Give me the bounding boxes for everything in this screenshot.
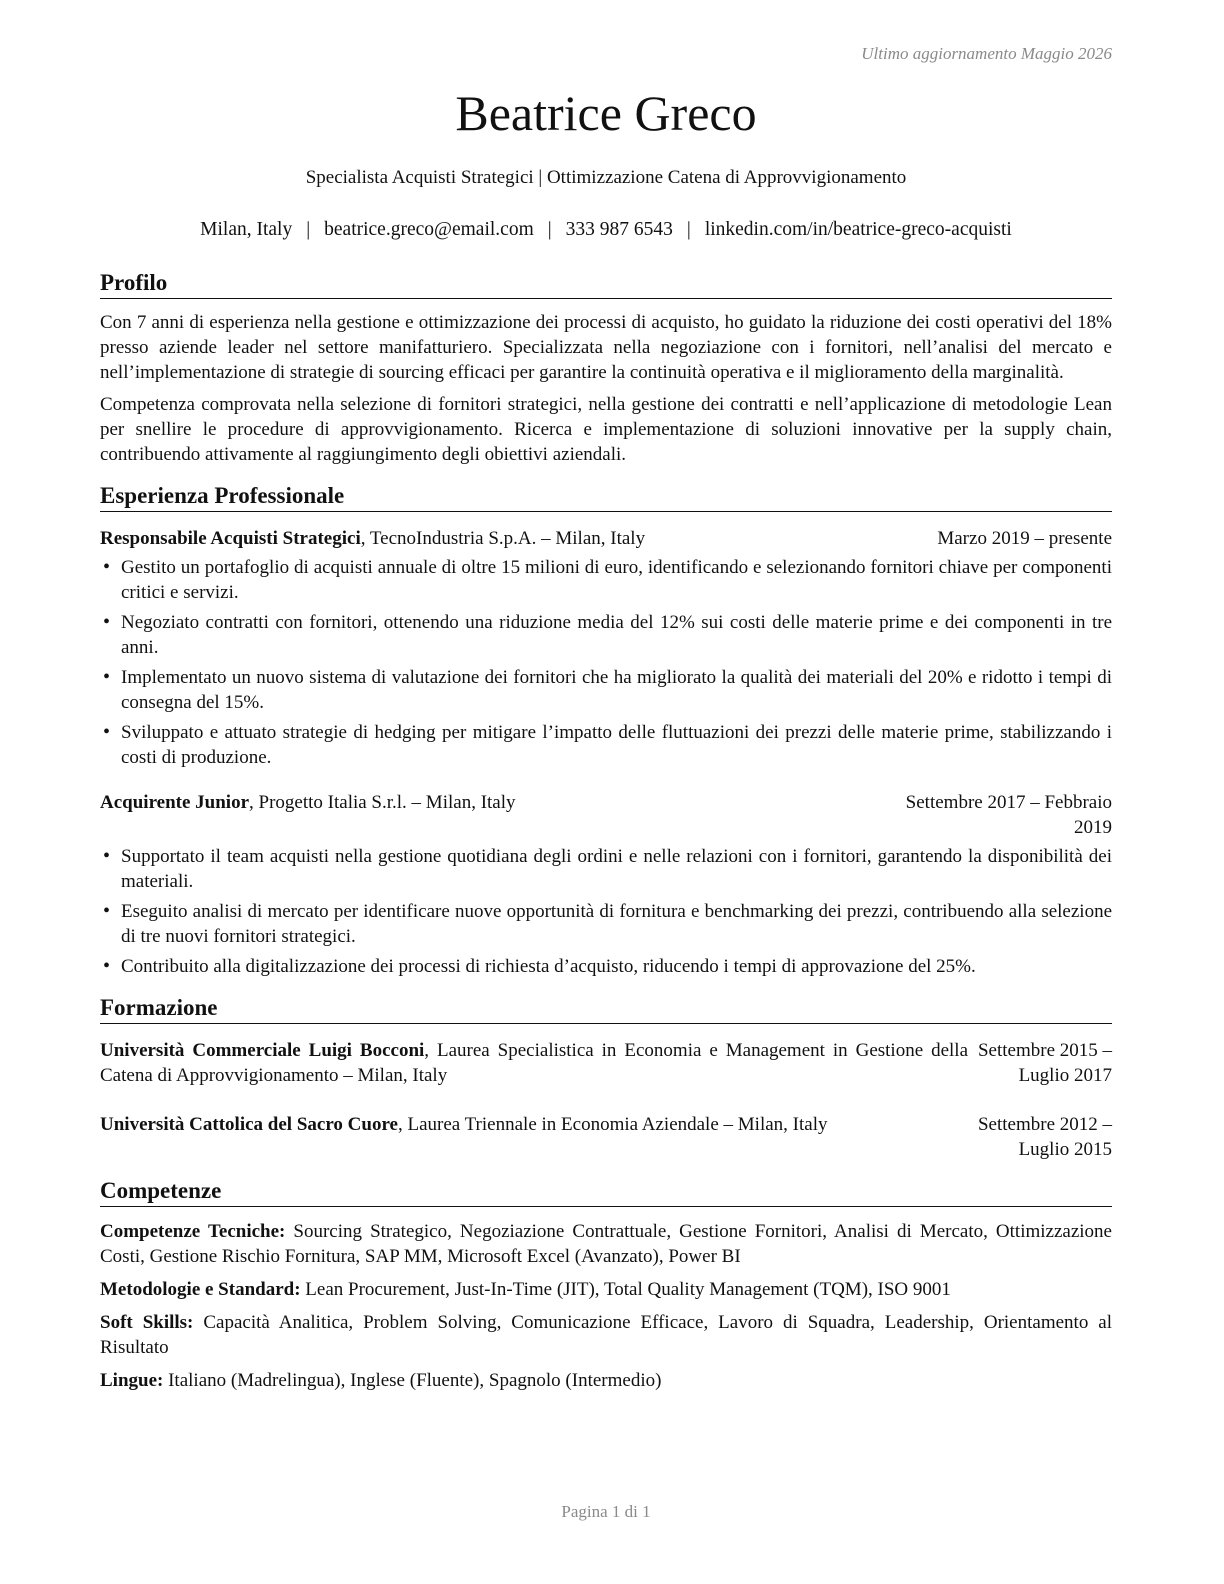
degree-detail: , Laurea Specialistica in Economia e Management in Gestione della Catena di Approvvigionamento – Milan, Italy xyxy=(100,1040,969,1086)
bullet-item: • Eseguito analisi di mercato per identificare nuove opportunità di fornitura e benchmarking dei prezzi, contribuendo alla selezione di tre nuovi fornitori strategici. xyxy=(100,899,1112,949)
last-updated: Ultimo aggiornamento Maggio 2026 xyxy=(861,44,1112,63)
skill-label: Soft Skills: xyxy=(100,1312,194,1333)
section-title-experience: Esperienza Professionale xyxy=(100,481,1112,512)
skill-line xyxy=(100,1310,1112,1360)
section-title-skills: Competenze xyxy=(100,1176,1112,1207)
school-name: Università Cattolica del Sacro Cuore xyxy=(100,1114,398,1135)
school-name: Università Commerciale Luigi Bocconi xyxy=(100,1040,425,1061)
job-bullets xyxy=(100,844,1112,979)
bullet-item: • Contribuito alla digitalizzazione dei processi di richiesta d’acquisto, riducendo i tempi di approvazione del 25%. xyxy=(100,954,1112,979)
skill-line xyxy=(100,1277,1112,1302)
experience-section xyxy=(100,481,1112,979)
skills-section xyxy=(100,1176,1112,1393)
education-dates: Settembre 2012 – Luglio 2015 xyxy=(977,1114,1112,1160)
skill-line xyxy=(100,1368,1112,1393)
profile-paragraph: Competenza comprovata nella selezione di fornitori strategici, nella gestione dei contratti e nell’applicazione di metodologie Lean per snellire le procedure di approvvigionamento. Ricerca e implementazione di soluzioni innovative per la supply chain, contribuendo attivamente al raggiungimento degli obiettivi aziendali. xyxy=(100,394,1112,465)
job-role: Acquirente Junior xyxy=(100,792,250,813)
skill-label: Metodologie e Standard: xyxy=(100,1279,301,1300)
bullet-item: • Supportato il team acquisti nella gestione quotidiana degli ordini e nelle relazioni con i fornitori, garantendo la disponibilità dei materiali. xyxy=(100,844,1112,894)
skill-value: Capacità Analitica, Problem Solving, Comunicazione Efficace, Lavoro di Squadra, Leadership, Orientamento al Risultato xyxy=(100,1312,1112,1358)
education-dates: Settembre 2015 – Luglio 2017 xyxy=(977,1040,1112,1086)
job-company: , TecnoIndustria S.p.A. – Milan, Italy xyxy=(360,528,646,549)
job-dates: Settembre 2017 – Febbraio 2019 xyxy=(905,792,1112,838)
job-header xyxy=(100,526,1112,551)
profile-section xyxy=(100,268,1112,467)
bullet-item: • Negoziato contratti con fornitori, ottenendo una riduzione media del 12% sui costi delle materie prime e dei componenti in tre anni. xyxy=(100,610,1112,660)
page-number: Pagina 1 di 1 xyxy=(561,1502,651,1521)
contact-linkedin[interactable]: linkedin.com/in/beatrice-greco-acquisti xyxy=(704,219,1012,240)
job-title-line xyxy=(100,526,645,551)
bullet-item: • Gestito un portafoglio di acquisti annuale di oltre 15 milioni di euro, identificando e selezionando fornitori chiave per componenti critici e servizi. xyxy=(100,555,1112,605)
skill-value: Sourcing Strategico, Negoziazione Contrattuale, Gestione Fornitori, Analisi di Mercato, Ottimizzazione Costi, Gestione Rischio Fornitura, SAP MM, Microsoft Excel (Avanzato), Power BI xyxy=(100,1221,1112,1267)
bullet-item: • Implementato un nuovo sistema di valutazione dei fornitori che ha migliorato la qualità dei materiali del 20% e ridotto i tempi di consegna del 15%. xyxy=(100,665,1112,715)
contact-email[interactable]: beatrice.greco@email.com xyxy=(324,219,534,240)
contact-line xyxy=(100,219,1112,241)
education-item xyxy=(100,1038,1112,1088)
contact-location: Milan, Italy xyxy=(200,219,293,240)
skill-line xyxy=(100,1219,1112,1269)
education-description xyxy=(100,1112,968,1162)
contact-phone: 333 987 6543 xyxy=(565,219,673,240)
education-description xyxy=(100,1038,968,1088)
job-dates: Marzo 2019 – presente xyxy=(937,528,1112,549)
contact-separator: | xyxy=(686,219,691,240)
degree-detail: , Laurea Triennale in Economia Aziendale – Milan, Italy xyxy=(397,1114,828,1135)
job-role: Responsabile Acquisti Strategici xyxy=(100,528,361,549)
resume-content xyxy=(100,268,1112,1393)
skill-value: Italiano (Madrelingua), Inglese (Fluente), Spagnolo (Intermedio) xyxy=(163,1370,662,1391)
job-header xyxy=(100,790,1112,840)
tagline: Specialista Acquisti Strategici | Ottimizzazione Catena di Approvvigionamento xyxy=(305,167,907,188)
candidate-name: Beatrice Greco xyxy=(455,85,757,141)
skill-label: Lingue: xyxy=(100,1370,164,1391)
education-section xyxy=(100,993,1112,1162)
section-title-profile: Profilo xyxy=(100,268,1112,299)
education-item xyxy=(100,1112,1112,1162)
bullet-item: • Sviluppato e attuato strategie di hedging per mitigare l’impatto delle fluttuazioni dei prezzi delle materie prime, stabilizzando i costi di produzione. xyxy=(100,720,1112,770)
job-bullets xyxy=(100,555,1112,770)
contact-separator: | xyxy=(547,219,552,240)
profile-paragraph: Con 7 anni di esperienza nella gestione e ottimizzazione dei processi di acquisto, ho guidato la riduzione dei costi operativi del 18% presso aziende leader nel settore manifatturiero. Specializzata nella negoziazione con i fornitori, nell’analisi del mercato e nell’implementazione di strategie di sourcing efficaci per garantire la continuità operativa e il miglioramento della marginalità. xyxy=(100,312,1112,383)
resume-page xyxy=(100,0,1112,1584)
section-title-education: Formazione xyxy=(100,993,1112,1024)
job-title-line xyxy=(100,790,516,840)
skill-label: Competenze Tecniche: xyxy=(100,1221,286,1242)
job-company: , Progetto Italia S.r.l. – Milan, Italy xyxy=(249,792,516,813)
contact-separator: | xyxy=(306,219,311,240)
skill-value: Lean Procurement, Just-In-Time (JIT), Total Quality Management (TQM), ISO 9001 xyxy=(300,1279,951,1300)
